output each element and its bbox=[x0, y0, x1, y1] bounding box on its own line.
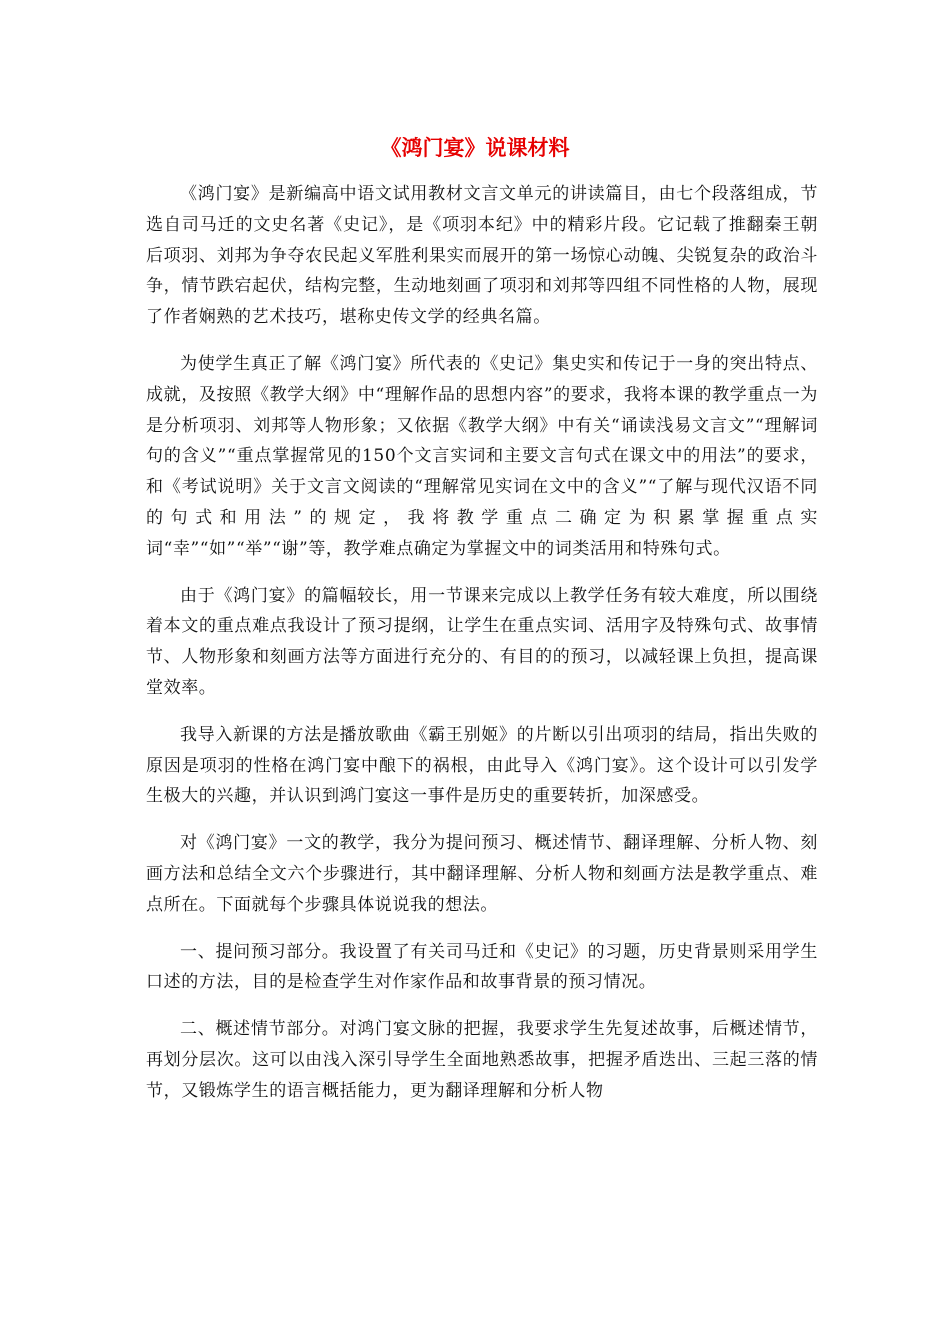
paragraph-6: 一、提问预习部分。我设置了有关司马迁和《史记》的习题，历史背景则采用学生口述的方法，目的是检查学生对作家作品和故事背景的预习情况。 bbox=[146, 941, 818, 993]
paragraph-3: 由于《鸿门宴》的篇幅较长，用一节课来完成以上教学任务有较大难度，所以围绕着本文的重点难点我设计了预习提纲，让学生在重点实词、活用字及特殊句式、故事情节、人物形象和刻画方法等方面进行充分的、有目的的预习，以减轻课上负担，提高课堂效率。 bbox=[146, 585, 818, 698]
document-body bbox=[146, 179, 818, 1123]
paragraph-1: 《鸿门宴》是新编高中语文试用教材文言文单元的讲读篇目，由七个段落组成，节选自司马迁的文史名著《史记》，是《项羽本纪》中的精彩片段。它记载了推翻秦王朝后项羽、刘邦为争夺农民起义军胜利果实而展开的第一场惊心动魄、尖锐复杂的政治斗争，情节跌宕起伏，结构完整，生动地刻画了项羽和刘邦等四组不同性格的人物，展现了作者娴熟的艺术技巧，堪称史传文学的经典名篇。 bbox=[146, 184, 818, 328]
paragraph-2: 为使学生真正了解《鸿门宴》所代表的《史记》集史实和传记于一身的突出特点、成就，及按照《教学大纲》中“理解作品的思想内容”的要求，我将本课的教学重点一为是分析项羽、刘邦等人物形象；又依据《教学大纲》中有关“诵读浅易文言文”“理解词句的含义”“重点掌握常见的150个文言实词和主要文言句式在课文中的用法”的要求，和《考试说明》关于文言文阅读的“理解常见实词在文中的含义”“了解与现代汉语不同的句式和用法”的规定，我将教学重点二确定为积累掌握重点实词“幸”“如”“举”“谢”等，教学难点确定为掌握文中的词类活用和特殊句式。 bbox=[146, 353, 818, 559]
paragraph-4: 我导入新课的方法是播放歌曲《霸王别姬》的片断以引出项羽的结局，指出失败的原因是项羽的性格在鸿门宴中酿下的祸根，由此导入《鸿门宴》。这个设计可以引发学生极大的兴趣，并认识到鸿门宴这一事件是历史的重要转折，加深感受。 bbox=[146, 724, 818, 807]
paragraph-5: 对《鸿门宴》一文的教学，我分为提问预习、概述情节、翻译理解、分析人物、刻画方法和总结全文六个步骤进行，其中翻译理解、分析人物和刻画方法是教学重点、难点所在。下面就每个步骤具体说说我的想法。 bbox=[146, 833, 818, 915]
paragraph-7: 二、概述情节部分。对鸿门宴文脉的把握，我要求学生先复述故事，后概述情节，再划分层次。这可以由浅入深引导学生全面地熟悉故事，把握矛盾迭出、三起三落的情节，又锻炼学生的语言概括能力，更为翻译理解和分析人物 bbox=[146, 1019, 818, 1101]
document-title: 《鸿门宴》说课材料 bbox=[380, 135, 570, 160]
